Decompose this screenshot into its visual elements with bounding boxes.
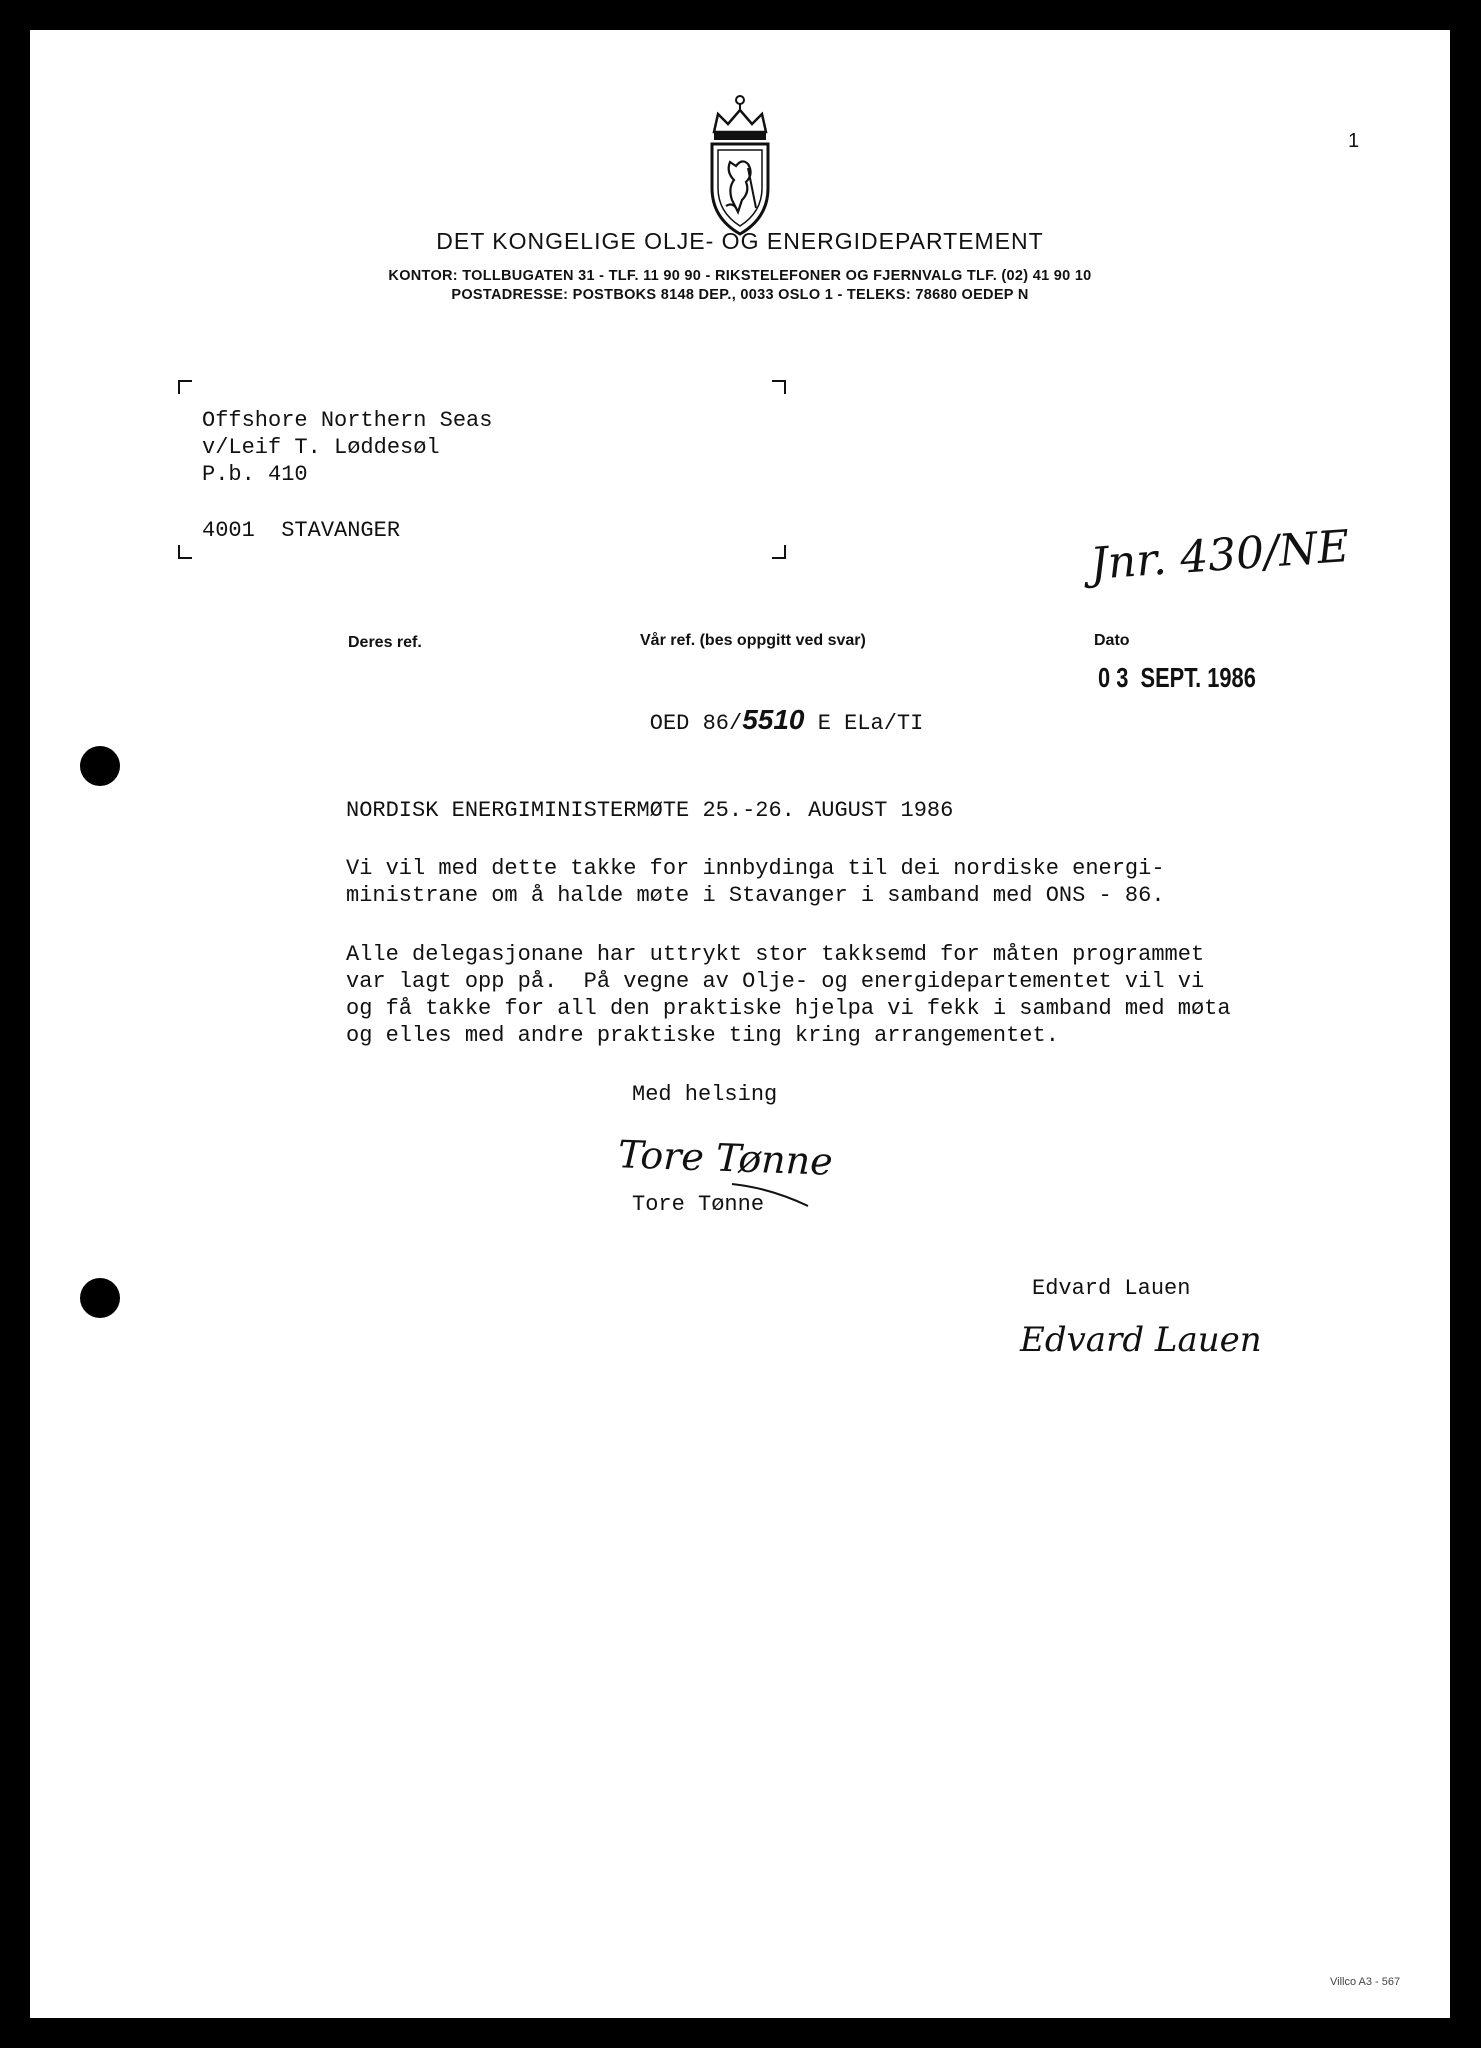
recipient-line-4: 4001 STAVANGER [202, 518, 401, 543]
address-bracket-bottom-left [178, 545, 192, 559]
footer-print-mark: Villco A3 - 567 [1330, 1976, 1401, 1988]
reference-prefix: OED 86/ [649, 711, 743, 736]
reference-suffix: E ELa/TI [804, 711, 924, 736]
paragraph-2-line-3: og få takke for all den praktiske hjelpa vi fekk i samband med møta [346, 996, 1231, 1021]
letter-page [30, 30, 1450, 2018]
recipient-line-2: v/Leif T. Løddesøl [202, 435, 440, 460]
reference-number [632, 686, 923, 754]
office-address-line: KONTOR: TOLLBUGATEN 31 - TLF. 11 90 90 - RIKSTELEFONER OG FJERNVALG TLF. (02) 41 90 10 [388, 268, 1092, 284]
recipient-line-3: P.b. 410 [202, 462, 308, 487]
coat-of-arms-icon [702, 88, 778, 243]
signer-1-name: Tore Tønne [632, 1192, 765, 1217]
signer-2-name: Edvard Lauen [1032, 1276, 1191, 1301]
var-ref-label: Vår ref. (bes oppgitt ved svar) [640, 632, 866, 649]
recipient-line-1: Offshore Northern Seas [202, 408, 493, 433]
signature-edvard-lauen: Edvard Lauen [1020, 1320, 1262, 1360]
postal-address-line: POSTADRESSE: POSTBOKS 8148 DEP., 0033 OSLO 1 - TELEKS: 78680 OEDEP N [451, 287, 1029, 303]
closing-greeting: Med helsing [632, 1082, 778, 1107]
handwritten-journal-note: Jnr. 430/NE [1088, 521, 1352, 590]
signature-tore-tonne: Tore Tønne [617, 1132, 834, 1184]
paragraph-2-line-1: Alle delegasjonane har uttrykt stor takksemd for måten programmet [346, 942, 1205, 967]
page-number: 1 [1348, 130, 1360, 152]
address-bracket-bottom-right [772, 545, 786, 559]
punch-hole [80, 1278, 120, 1318]
department-name: DET KONGELIGE OLJE- OG ENERGIDEPARTEMENT [436, 228, 1044, 254]
date-stamp: 0 3 SEPT. 1986 [1098, 662, 1256, 693]
letter-subject: NORDISK ENERGIMINISTERMØTE 25.-26. AUGUST 1986 [346, 798, 954, 823]
punch-hole [80, 746, 120, 786]
deres-ref-label: Deres ref. [348, 634, 422, 651]
paragraph-1-line-2: ministrane om å halde møte i Stavanger i samband med ONS - 86. [346, 883, 1165, 908]
paragraph-1-line-1: Vi vil med dette takke for innbydinga til dei nordiske energi- [346, 856, 1165, 881]
reference-stamp-number: 5510 [742, 704, 805, 735]
paragraph-2-line-2: var lagt opp på. På vegne av Olje- og energidepartementet vil vi [346, 969, 1205, 994]
dato-label: Dato [1094, 632, 1130, 649]
address-bracket-top-right [772, 380, 786, 394]
address-bracket-top-left [178, 380, 192, 394]
paragraph-2-line-4: og elles med andre praktiske ting kring arrangementet. [346, 1023, 1059, 1048]
